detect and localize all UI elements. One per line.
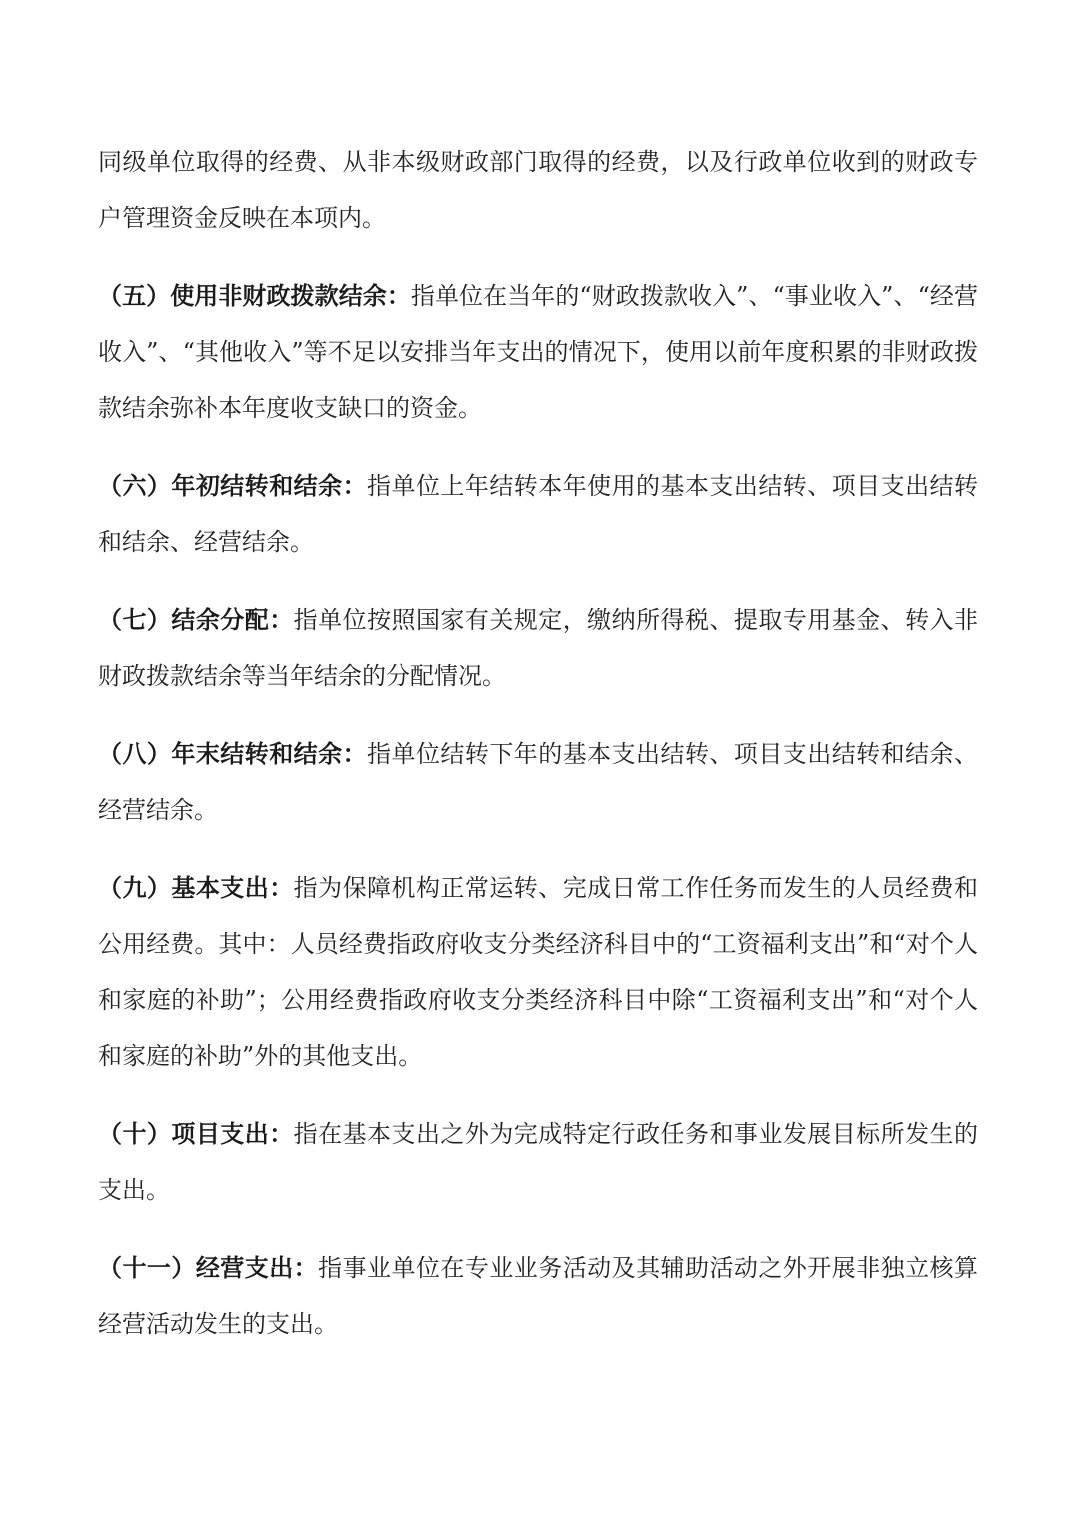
- term-label: （十一）经营支出：: [98, 1253, 319, 1282]
- term-label: （九）基本支出：: [98, 873, 294, 902]
- paragraph-text: 指单位上年结转本年使用的基本支出结转、项目支出结转和结余、经营结余。: [98, 472, 979, 556]
- paragraph-text: 指为保障机构正常运转、完成日常工作任务而发生的人员经费和公用经费。其中：人员经费指政府收支分类经济科目中的“工资福利支出”和“对个人和家庭的补助”；公用经费指政府收支分类经济科目中除“工资福利支出”和“对个人和家庭的补助”外的其他支出。: [98, 874, 979, 1070]
- paragraph-continued: [98, 134, 978, 246]
- paragraph-item-11: [98, 1240, 978, 1352]
- term-label: （六）年初结转和结余：: [98, 471, 368, 500]
- paragraph-text: 指在基本支出之外为完成特定行政任务和事业发展目标所发生的支出。: [98, 1120, 979, 1204]
- paragraph-text: 指单位按照国家有关规定，缴纳所得税、提取专用基金、转入非财政拨款结余等当年结余的分配情况。: [98, 606, 979, 690]
- document-page: [98, 134, 978, 1374]
- term-label: （八）年末结转和结余：: [98, 739, 368, 768]
- paragraph-text: 同级单位取得的经费、从非本级财政部门取得的经费，以及行政单位收到的财政专户管理资金反映在本项内。: [98, 148, 978, 232]
- paragraph-text: 指单位在当年的“财政拨款收入”、“事业收入”、“经营收入”、“其他收入”等不足以安排当年支出的情况下，使用以前年度积累的非财政拨款结余弥补本年度收支缺口的资金。: [98, 282, 978, 422]
- paragraph-text: 指单位结转下年的基本支出结转、项目支出结转和结余、经营结余。: [98, 740, 979, 824]
- paragraph-item-5: [98, 268, 978, 436]
- paragraph-item-9: [98, 860, 978, 1084]
- paragraph-item-6: [98, 458, 978, 570]
- paragraph-item-10: [98, 1106, 978, 1218]
- paragraph-item-8: [98, 726, 978, 838]
- paragraph-item-7: [98, 592, 978, 704]
- paragraph-text: 指事业单位在专业业务活动及其辅助活动之外开展非独立核算经营活动发生的支出。: [98, 1254, 979, 1338]
- term-label: （五）使用非财政拨款结余：: [98, 281, 411, 310]
- term-label: （七）结余分配：: [98, 605, 294, 634]
- term-label: （十）项目支出：: [98, 1119, 294, 1148]
